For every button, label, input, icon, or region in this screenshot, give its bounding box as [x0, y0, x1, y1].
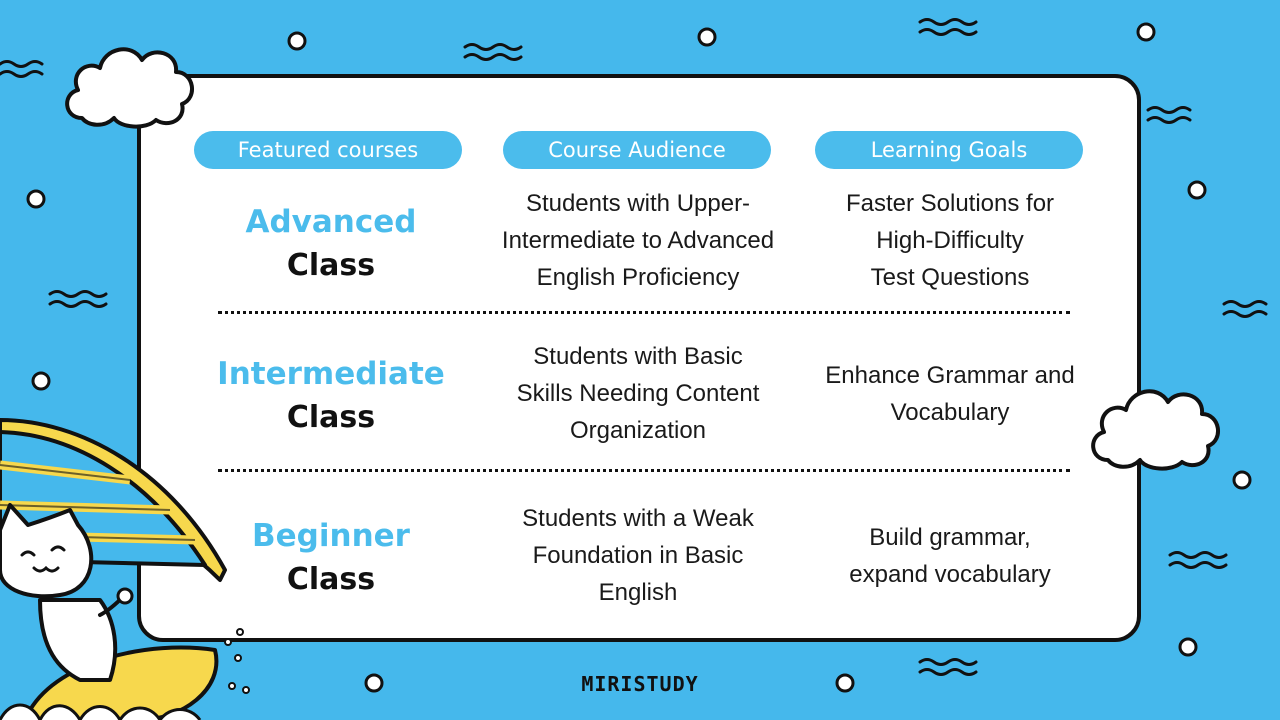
wave-icon: [920, 660, 976, 675]
circle-icon: [28, 191, 44, 207]
audience-line: Students with Upper-: [525, 190, 751, 217]
row-advanced-goals: [790, 185, 1110, 296]
wave-icon: [1148, 108, 1190, 123]
circle-icon: [1234, 472, 1250, 488]
row-advanced-audience: [478, 185, 798, 296]
circle-icon: [289, 33, 305, 49]
audience-line: Students with a Weak: [522, 505, 754, 532]
wave-icon: [1170, 553, 1226, 568]
windsurfing-cat-illustration: [0, 410, 280, 720]
wave-icon: [920, 20, 976, 35]
audience-line: Students with Basic: [533, 343, 743, 370]
cloud-icon: [1086, 380, 1228, 472]
audience-line: English Proficiency: [536, 264, 740, 291]
level-class-word: Class: [286, 400, 376, 435]
wave-icon: [0, 62, 42, 77]
audience-line: Intermediate to Advanced: [501, 227, 775, 254]
level-class-word: Class: [286, 562, 376, 597]
row-divider: [218, 469, 1070, 472]
level-name: Intermediate: [217, 356, 445, 392]
goal-line: expand vocabulary: [849, 561, 1051, 588]
circle-icon: [837, 675, 853, 691]
level-name: Advanced: [245, 204, 417, 240]
circle-icon: [366, 675, 382, 691]
goal-line: Enhance Grammar and: [825, 362, 1075, 389]
level-class-word: Class: [286, 248, 376, 283]
circle-icon: [33, 373, 49, 389]
audience-line: English: [598, 579, 678, 606]
header-featured-courses: Featured courses: [194, 131, 462, 169]
row-advanced-level: [181, 200, 481, 288]
circle-icon: [1189, 182, 1205, 198]
circle-icon: [1138, 24, 1154, 40]
audience-line: Organization: [569, 417, 707, 444]
audience-line: Skills Needing Content: [516, 380, 760, 407]
circle-icon: [1180, 639, 1196, 655]
row-intermediate-audience: [478, 338, 798, 449]
goal-line: Build grammar,: [869, 524, 1031, 551]
row-beginner-goals: [790, 519, 1110, 593]
header-learning-goals: Learning Goals: [815, 131, 1083, 169]
level-name: Beginner: [252, 518, 410, 554]
row-intermediate-goals: [790, 357, 1110, 431]
audience-line: Foundation in Basic: [532, 542, 744, 569]
brand-logo: MIRISTUDY: [581, 672, 699, 696]
wave-icon: [50, 292, 106, 307]
header-course-audience: Course Audience: [503, 131, 771, 169]
row-beginner-audience: [478, 500, 798, 611]
circle-icon: [699, 29, 715, 45]
goal-line: Faster Solutions for: [845, 190, 1055, 217]
course-table-card: [137, 74, 1141, 642]
goal-line: Test Questions: [870, 264, 1030, 291]
goal-line: High-Difficulty: [876, 227, 1024, 254]
wave-icon: [465, 45, 521, 60]
splash-icon: [225, 629, 249, 693]
cloud-icon: [60, 38, 202, 130]
goal-line: Vocabulary: [890, 399, 1010, 426]
wave-icon: [1224, 302, 1266, 317]
row-divider: [218, 311, 1070, 314]
